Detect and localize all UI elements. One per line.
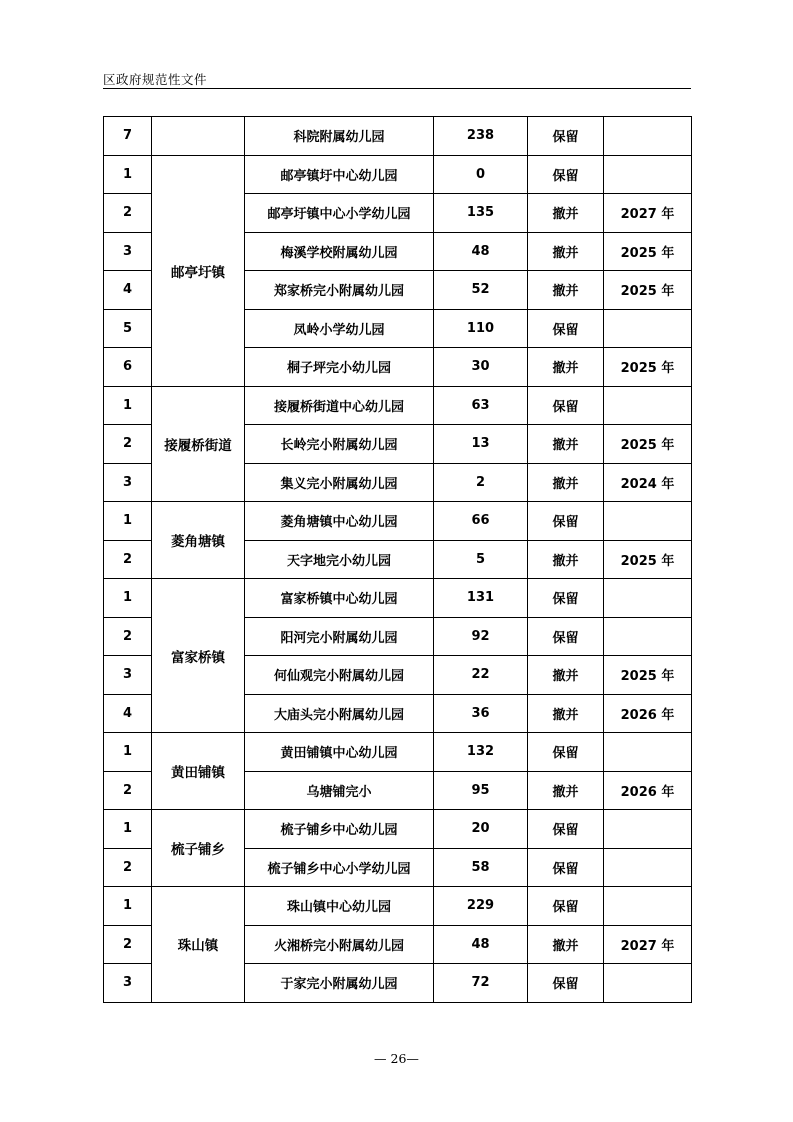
status: 保留 [528, 309, 604, 348]
status: 保留 [528, 810, 604, 849]
merge-year [604, 617, 692, 656]
town-name: 富家桥镇 [152, 579, 245, 733]
kindergarten-name: 邮亭镇圩中心幼儿园 [245, 155, 434, 194]
row-number: 3 [104, 463, 152, 502]
kindergarten-name: 于家完小附属幼儿园 [245, 964, 434, 1003]
row-number: 1 [104, 733, 152, 772]
table-row [104, 887, 692, 926]
child-count: 238 [434, 117, 528, 156]
status: 撤并 [528, 771, 604, 810]
merge-year: 2025 年 [604, 271, 692, 310]
row-number: 1 [104, 386, 152, 425]
row-number: 2 [104, 925, 152, 964]
table-row [104, 117, 692, 156]
page-header-title: 区政府规范性文件 [103, 72, 208, 87]
kindergarten-name: 天字地完小幼儿园 [245, 540, 434, 579]
child-count: 66 [434, 502, 528, 541]
row-number: 2 [104, 848, 152, 887]
status: 撤并 [528, 271, 604, 310]
child-count: 20 [434, 810, 528, 849]
merge-year [604, 117, 692, 156]
row-number: 4 [104, 271, 152, 310]
status: 撤并 [528, 194, 604, 233]
status: 撤并 [528, 425, 604, 464]
child-count: 135 [434, 194, 528, 233]
kindergarten-name: 何仙观完小附属幼儿园 [245, 656, 434, 695]
status: 撤并 [528, 232, 604, 271]
table-row [104, 155, 692, 194]
child-count: 229 [434, 887, 528, 926]
merge-year: 2027 年 [604, 925, 692, 964]
merge-year: 2024 年 [604, 463, 692, 502]
kindergarten-name: 桐子坪完小幼儿园 [245, 348, 434, 387]
kindergarten-name: 邮亭圩镇中心小学幼儿园 [245, 194, 434, 233]
child-count: 95 [434, 771, 528, 810]
row-number: 5 [104, 309, 152, 348]
status: 撤并 [528, 694, 604, 733]
kindergarten-name: 富家桥镇中心幼儿园 [245, 579, 434, 618]
kindergarten-name: 梅溪学校附属幼儿园 [245, 232, 434, 271]
row-number: 3 [104, 656, 152, 695]
status: 保留 [528, 386, 604, 425]
status: 保留 [528, 502, 604, 541]
town-name: 邮亭圩镇 [152, 155, 245, 386]
child-count: 72 [434, 964, 528, 1003]
row-number: 7 [104, 117, 152, 156]
town-name: 黄田铺镇 [152, 733, 245, 810]
row-number: 3 [104, 232, 152, 271]
child-count: 63 [434, 386, 528, 425]
kindergarten-name: 集义完小附属幼儿园 [245, 463, 434, 502]
table-row [104, 810, 692, 849]
kindergarten-name: 科院附属幼儿园 [245, 117, 434, 156]
merge-year [604, 155, 692, 194]
page-number: — 26— [374, 1051, 419, 1066]
row-number: 2 [104, 194, 152, 233]
status: 保留 [528, 964, 604, 1003]
merge-year: 2025 年 [604, 656, 692, 695]
child-count: 13 [434, 425, 528, 464]
kindergarten-name: 火湘桥完小附属幼儿园 [245, 925, 434, 964]
kindergarten-name: 郑家桥完小附属幼儿园 [245, 271, 434, 310]
kindergarten-name: 梳子铺乡中心幼儿园 [245, 810, 434, 849]
kindergarten-name: 菱角塘镇中心幼儿园 [245, 502, 434, 541]
merge-year: 2025 年 [604, 425, 692, 464]
merge-year [604, 733, 692, 772]
row-number: 2 [104, 617, 152, 656]
child-count: 30 [434, 348, 528, 387]
kindergarten-name: 凤岭小学幼儿园 [245, 309, 434, 348]
status: 保留 [528, 579, 604, 618]
merge-year [604, 502, 692, 541]
table-row [104, 579, 692, 618]
merge-year [604, 579, 692, 618]
row-number: 4 [104, 694, 152, 733]
merge-year [604, 964, 692, 1003]
status: 保留 [528, 117, 604, 156]
child-count: 92 [434, 617, 528, 656]
child-count: 110 [434, 309, 528, 348]
merge-year [604, 309, 692, 348]
child-count: 52 [434, 271, 528, 310]
status: 撤并 [528, 925, 604, 964]
kindergarten-name: 接履桥街道中心幼儿园 [245, 386, 434, 425]
merge-year: 2025 年 [604, 232, 692, 271]
row-number: 1 [104, 810, 152, 849]
town-name: 接履桥街道 [152, 386, 245, 502]
row-number: 2 [104, 425, 152, 464]
child-count: 0 [434, 155, 528, 194]
kindergarten-name: 黄田铺镇中心幼儿园 [245, 733, 434, 772]
town-name: 菱角塘镇 [152, 502, 245, 579]
child-count: 48 [434, 232, 528, 271]
child-count: 48 [434, 925, 528, 964]
merge-year [604, 848, 692, 887]
status: 保留 [528, 155, 604, 194]
child-count: 132 [434, 733, 528, 772]
status: 保留 [528, 887, 604, 926]
row-number: 2 [104, 771, 152, 810]
kindergarten-table [103, 116, 692, 1003]
status: 撤并 [528, 463, 604, 502]
merge-year: 2026 年 [604, 771, 692, 810]
child-count: 5 [434, 540, 528, 579]
merge-year: 2025 年 [604, 348, 692, 387]
child-count: 131 [434, 579, 528, 618]
table-row [104, 386, 692, 425]
row-number: 3 [104, 964, 152, 1003]
status: 保留 [528, 733, 604, 772]
merge-year [604, 887, 692, 926]
row-number: 1 [104, 579, 152, 618]
merge-year [604, 810, 692, 849]
row-number: 6 [104, 348, 152, 387]
header-rule [103, 88, 691, 89]
table-row [104, 733, 692, 772]
town-name: 梳子铺乡 [152, 810, 245, 887]
kindergarten-name: 乌塘铺完小 [245, 771, 434, 810]
table-row [104, 502, 692, 541]
town-name: 珠山镇 [152, 887, 245, 1003]
kindergarten-name: 大庙头完小附属幼儿园 [245, 694, 434, 733]
merge-year: 2027 年 [604, 194, 692, 233]
kindergarten-name: 珠山镇中心幼儿园 [245, 887, 434, 926]
status: 撤并 [528, 540, 604, 579]
status: 保留 [528, 617, 604, 656]
kindergarten-name: 梳子铺乡中心小学幼儿园 [245, 848, 434, 887]
row-number: 1 [104, 887, 152, 926]
merge-year: 2025 年 [604, 540, 692, 579]
row-number: 1 [104, 155, 152, 194]
row-number: 1 [104, 502, 152, 541]
child-count: 58 [434, 848, 528, 887]
status: 撤并 [528, 348, 604, 387]
kindergarten-name: 长岭完小附属幼儿园 [245, 425, 434, 464]
row-number: 2 [104, 540, 152, 579]
child-count: 22 [434, 656, 528, 695]
child-count: 2 [434, 463, 528, 502]
child-count: 36 [434, 694, 528, 733]
status: 保留 [528, 848, 604, 887]
merge-year: 2026 年 [604, 694, 692, 733]
town-name [152, 117, 245, 156]
kindergarten-name: 阳河完小附属幼儿园 [245, 617, 434, 656]
table-body [104, 117, 692, 1003]
merge-year [604, 386, 692, 425]
status: 撤并 [528, 656, 604, 695]
